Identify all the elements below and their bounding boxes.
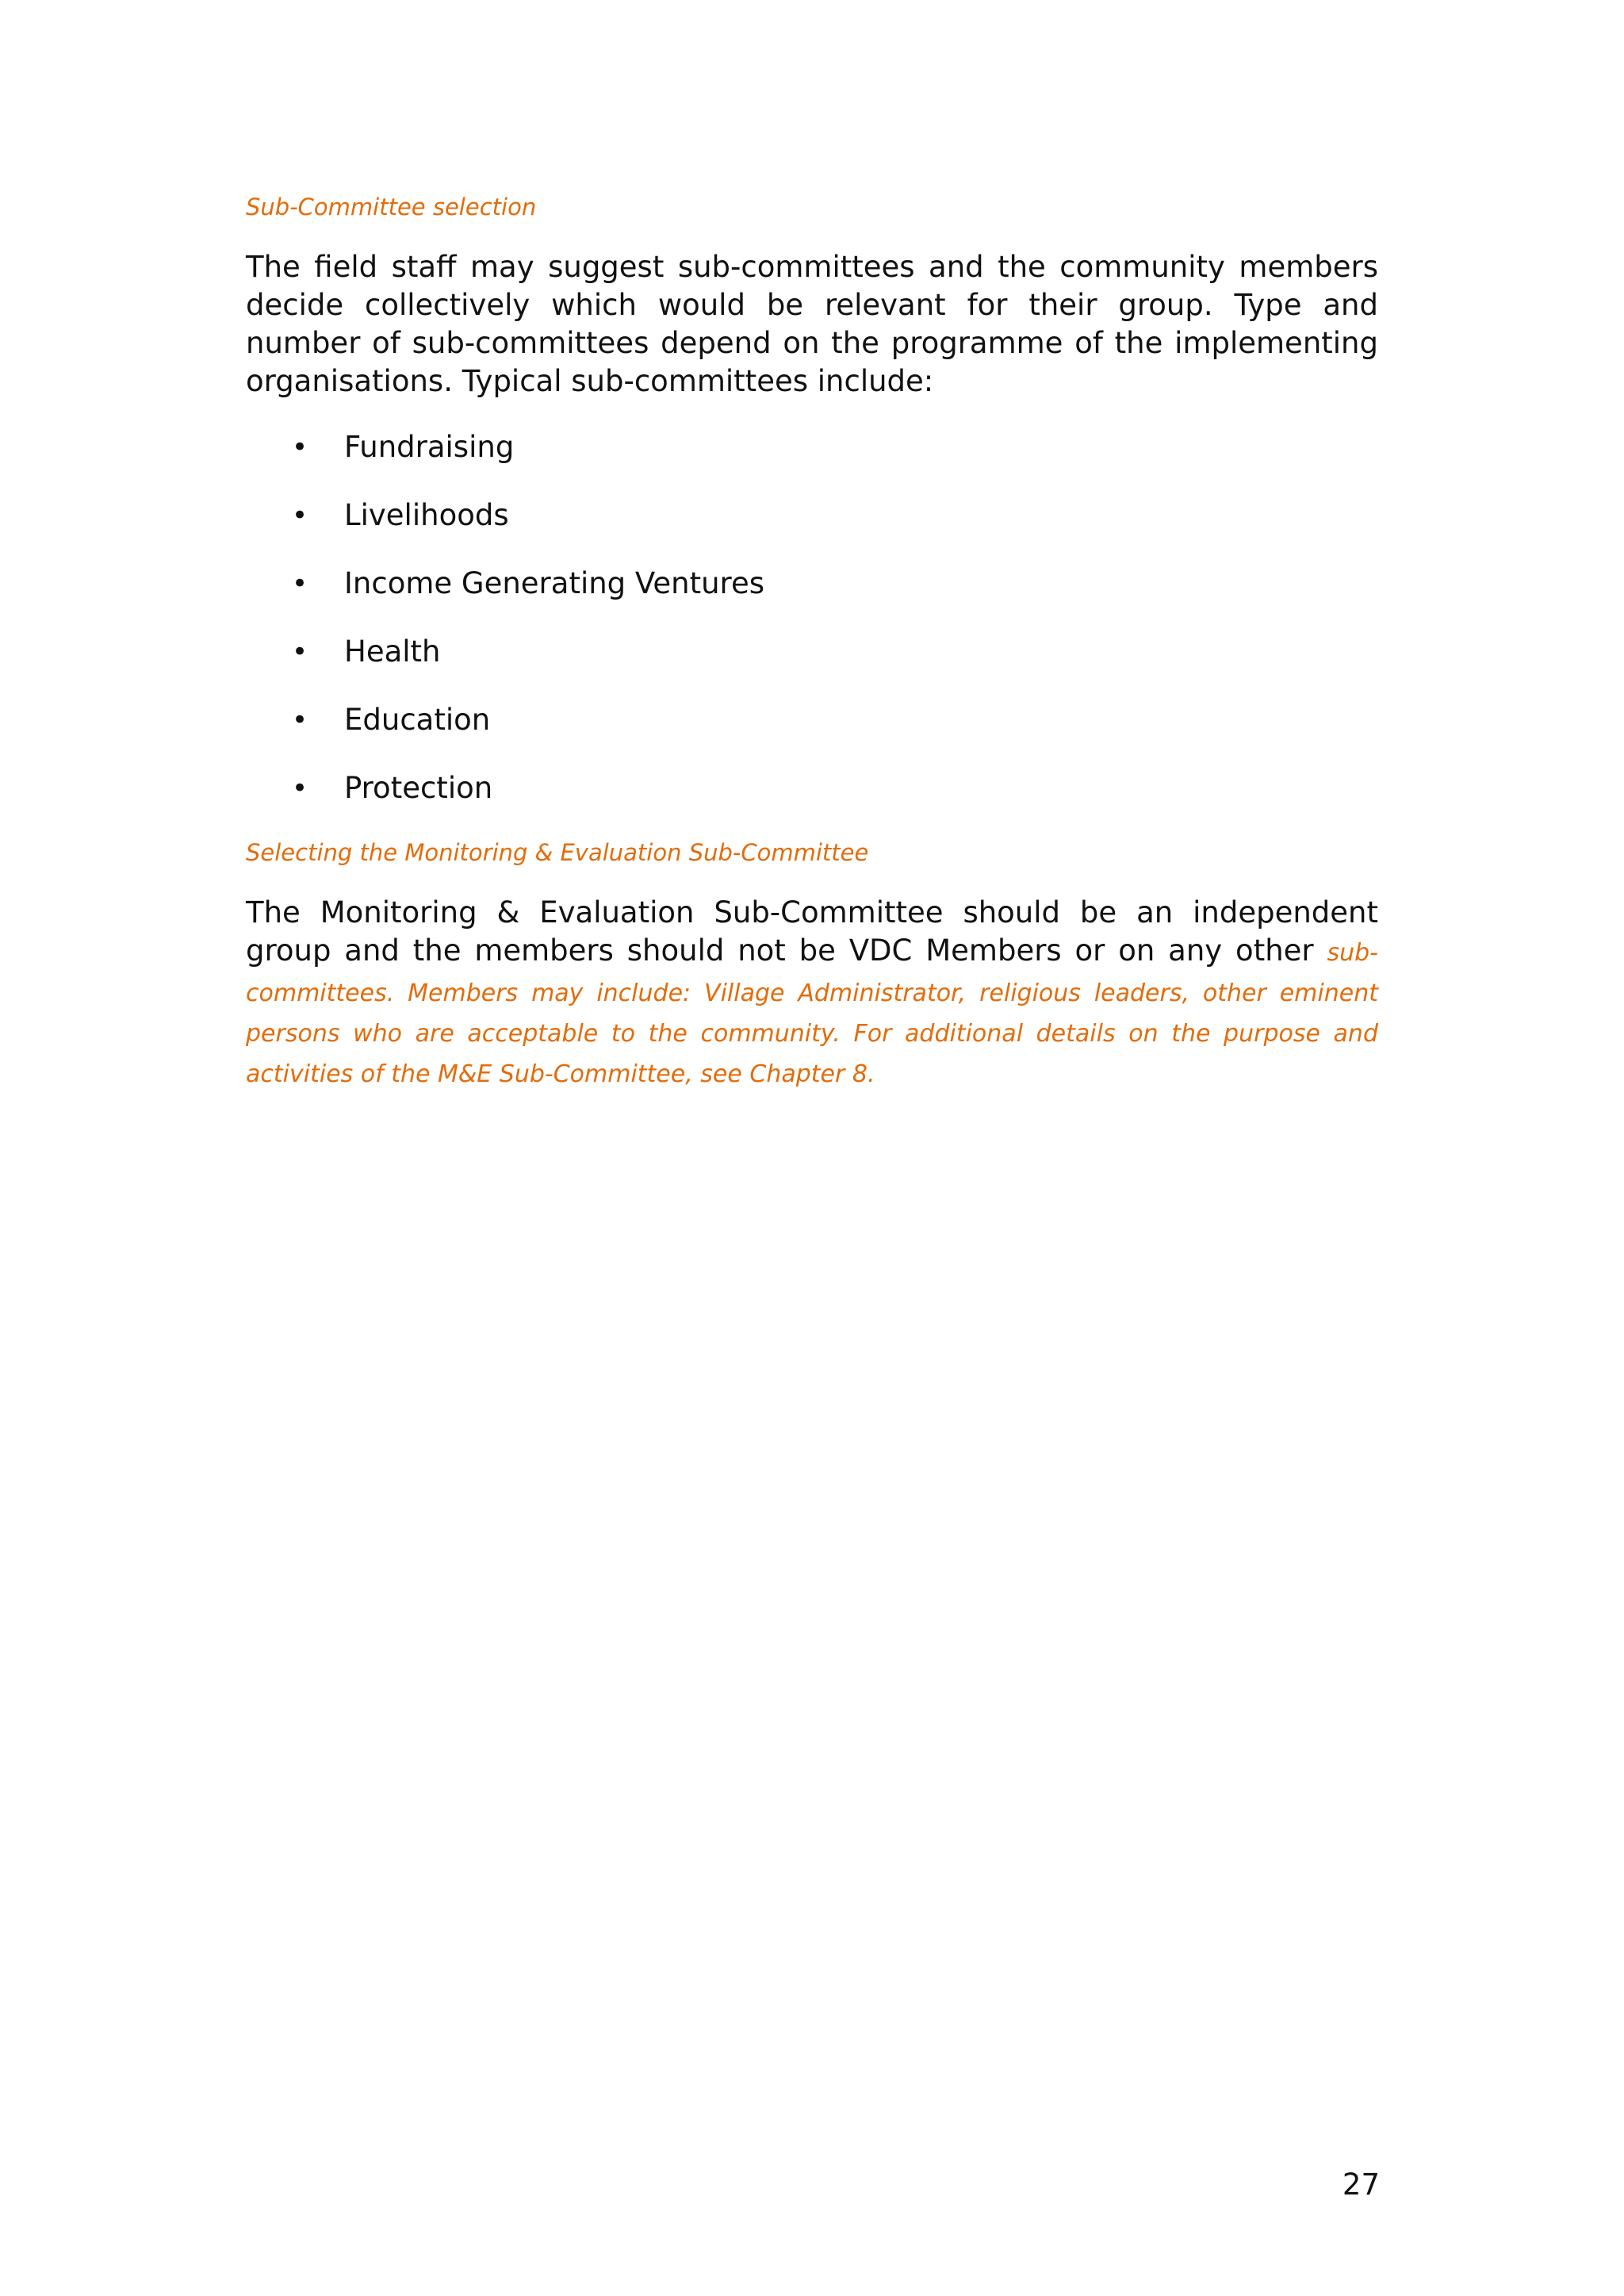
- section-heading-monitoring-evaluation: Selecting the Monitoring & Evaluation Sub-Committee: [246, 839, 869, 866]
- paragraph-plain-text: The Monitoring & Evaluation Sub-Committee should be an independent group and the members should not be VDC Members or on any other: [246, 895, 1378, 968]
- list-item-label: Education: [344, 703, 491, 737]
- bullet-icon: •: [292, 568, 308, 600]
- bullet-icon: •: [292, 704, 308, 736]
- bullet-icon: •: [292, 636, 308, 668]
- list-item-label: Protection: [344, 771, 493, 805]
- bullet-icon: •: [292, 772, 308, 804]
- sub-committee-intro-paragraph: The field staff may suggest sub-committees and the community members decide collectively which would be relevant for their group. Type and number of sub-committees depend on the programme of the implementing organisations. Typical sub-committees include:: [246, 250, 1378, 398]
- bullet-icon: •: [292, 500, 308, 531]
- list-item-label: Income Generating Ventures: [344, 566, 764, 600]
- section-heading-sub-committee-selection: Sub-Committee selection: [246, 194, 537, 220]
- page-number: 27: [1342, 2168, 1380, 2202]
- monitoring-evaluation-paragraph: [246, 894, 1378, 1094]
- list-item-label: Livelihoods: [344, 498, 509, 532]
- paragraph-highlight-text: sub-committees. Members may include: Village Administrator, religious leaders, other eminent persons who are acceptable to the community. For additional details on the purpose and activities of the M&E Sub-Committee, see Chapter 8.: [246, 939, 1378, 1088]
- bullet-icon: •: [292, 431, 308, 463]
- list-item-label: Fundraising: [344, 430, 515, 464]
- list-item-label: Health: [344, 634, 441, 669]
